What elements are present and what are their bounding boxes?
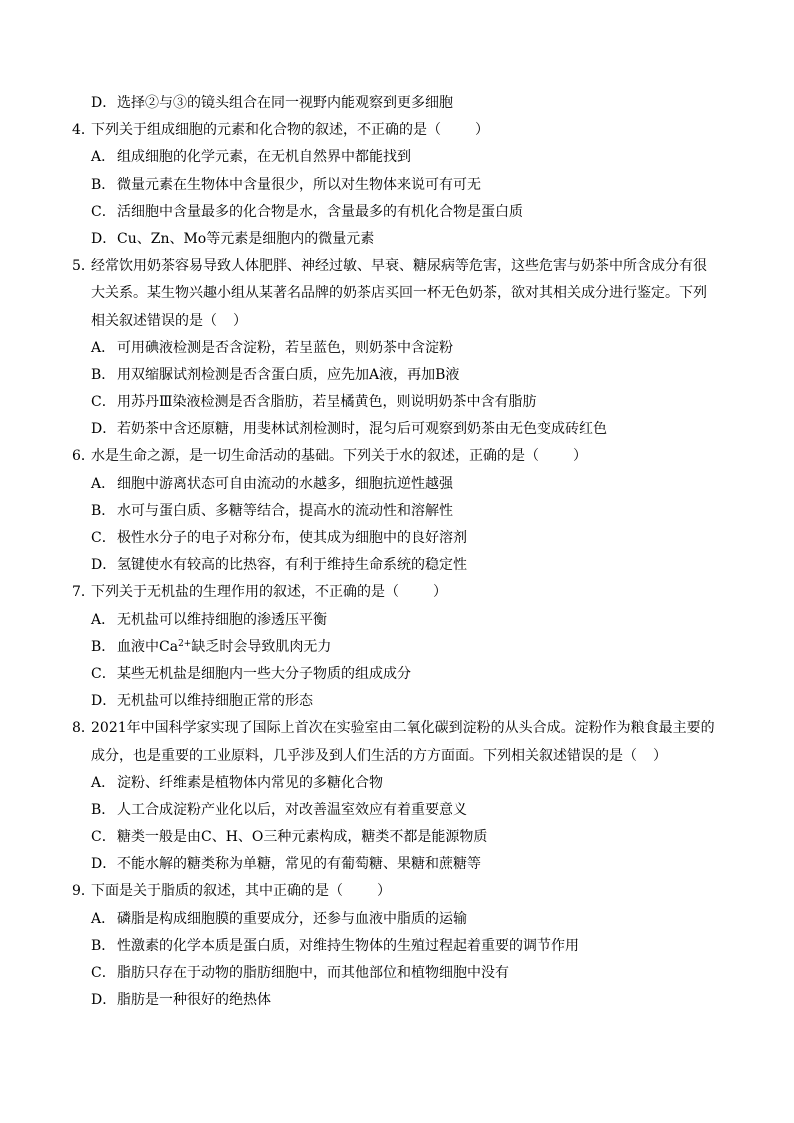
question-stem: 下面是关于脂质的叙述，其中正确的是（	[91, 883, 343, 900]
question-stem: 大关系。某生物兴趣小组从某著名品牌的奶茶店买回一杯无色奶茶，欲对其相关成分进行鉴定。下列	[91, 285, 707, 302]
option-6d	[72, 552, 722, 579]
option-text: 细胞中游离状态可自由流动的水越多，细胞抗逆性越强	[117, 475, 453, 492]
question-stem: 下列关于无机盐的生理作用的叙述，不正确的是（	[91, 584, 399, 601]
question-stem: 2021年中国科学家实现了国际上首次在实验室由二氧化碳到淀粉的从头合成。淀粉作为粮食最主要的	[91, 720, 715, 737]
option-5a	[72, 335, 722, 362]
option-text: 用苏丹Ⅲ染液检测是否含脂肪，若呈橘黄色，则说明奶茶中含有脂肪	[117, 394, 537, 411]
option-8c	[72, 824, 722, 851]
option-text: 可用碘液检测是否含淀粉，若呈蓝色，则奶茶中含淀粉	[117, 339, 453, 356]
option-text: 人工合成淀粉产业化以后，对改善温室效应有着重要意义	[117, 801, 467, 818]
option-6a	[72, 471, 722, 498]
question-number: 5．	[72, 258, 95, 275]
option-text: 脂肪是一种很好的绝热体	[117, 992, 271, 1009]
option-text: 选择②与③的镜头组合在同一视野内能观察到更多细胞	[117, 95, 453, 111]
question-stem: 相关叙述错误的是（	[91, 312, 217, 329]
option-letter: B．	[91, 801, 116, 818]
option-letter: A．	[91, 475, 116, 492]
option-letter: B．	[91, 638, 116, 655]
option-5b	[72, 362, 722, 389]
question-number: 8．	[72, 720, 95, 737]
option-4d	[72, 226, 722, 253]
option-5d	[72, 416, 722, 443]
question-list	[72, 90, 722, 1014]
question-stem: 经常饮用奶茶容易导致人体肥胖、神经过敏、早衰、糖尿病等危害，这些危害与奶茶中所含成分有很	[91, 258, 707, 275]
option-3d	[72, 90, 722, 117]
option-9d	[72, 987, 722, 1014]
ion-charge-superscript: 2+	[178, 638, 192, 649]
option-6c	[72, 525, 722, 552]
option-text: 脂肪只存在于动物的脂肪细胞中，而其他部位和植物细胞中没有	[117, 965, 509, 981]
option-text-after: 缺乏时会导致肌肉无力	[191, 638, 332, 655]
question-number: 7．	[72, 584, 95, 601]
option-text: 水可与蛋白质、多糖等结合，提高水的流动性和溶解性	[117, 502, 453, 519]
option-letter: C．	[91, 203, 116, 220]
question-stem: 成分，也是重要的工业原料，几乎涉及到人们生活的方方面面。下列相关叙述错误的是（	[91, 747, 637, 764]
option-4c	[72, 199, 722, 226]
question-4-stem	[72, 117, 722, 144]
option-text-before: 血液中Ca	[117, 638, 179, 655]
question-5-stem-line-3	[72, 308, 722, 335]
option-letter: D．	[91, 421, 117, 438]
option-text: 活细胞中含量最多的化合物是水，含量最多的有机化合物是蛋白质	[117, 203, 523, 220]
option-9a	[72, 906, 722, 933]
stem-end: ）	[475, 122, 489, 139]
option-7d	[72, 688, 722, 715]
option-letter: D．	[91, 557, 117, 574]
option-text: 组成细胞的化学元素，在无机自然界中都能找到	[117, 149, 411, 166]
option-4b	[72, 172, 722, 199]
question-8-stem-line-1	[72, 715, 722, 742]
option-letter: B．	[91, 176, 116, 193]
option-text: 氢键使水有较高的比热容，有利于维持生命系统的稳定性	[117, 557, 467, 574]
option-7a	[72, 607, 722, 634]
option-letter: D．	[91, 693, 117, 710]
option-text: 极性水分子的电子对称分布，使其成为细胞中的良好溶剂	[117, 530, 467, 546]
option-letter: A．	[91, 774, 116, 791]
question-5-stem-line-1	[72, 253, 722, 280]
option-text: 微量元素在生物体中含量很少，所以对生物体来说可有可无	[117, 176, 481, 193]
option-9c	[72, 960, 722, 987]
option-4a	[72, 144, 722, 171]
option-text: 糖类一般是由C、H、O三种元素构成，糖类不都是能源物质	[117, 829, 488, 846]
question-6-stem	[72, 443, 722, 470]
option-letter: A．	[91, 149, 116, 166]
question-5-stem-line-2	[72, 280, 722, 307]
option-text: 性激素的化学本质是蛋白质，对维持生物体的生殖过程起着重要的调节作用	[117, 937, 579, 954]
option-letter: A．	[91, 339, 116, 356]
question-9-stem	[72, 878, 722, 905]
option-letter: B．	[91, 937, 116, 954]
option-letter: D．	[91, 856, 117, 873]
stem-end: ）	[433, 584, 447, 601]
question-number: 4．	[72, 122, 95, 139]
option-letter: D．	[91, 230, 117, 247]
option-letter: A．	[91, 611, 116, 628]
option-text: 不能水解的糖类称为单糖，常见的有葡萄糖、果糖和蔗糖等	[117, 856, 481, 873]
question-number: 6．	[72, 448, 95, 465]
option-letter: B．	[91, 366, 116, 383]
option-text: 无机盐可以维持细胞正常的形态	[117, 693, 313, 710]
option-letter: C．	[91, 829, 116, 846]
option-letter: D．	[91, 95, 117, 111]
option-text: Cu、Zn、Mo等元素是细胞内的微量元素	[117, 230, 375, 247]
option-text: 淀粉、纤维素是植物体内常见的多糖化合物	[117, 774, 383, 791]
option-7c	[72, 661, 722, 688]
question-stem: 下列关于组成细胞的元素和化合物的叙述，不正确的是（	[91, 122, 441, 139]
option-letter: A．	[91, 910, 116, 927]
option-5c	[72, 389, 722, 416]
option-8a	[72, 770, 722, 797]
stem-end: ）	[653, 747, 667, 764]
option-text: 磷脂是构成细胞膜的重要成分，还参与血液中脂质的运输	[117, 910, 467, 927]
stem-end: ）	[377, 883, 391, 900]
question-stem: 水是生命之源，是一切生命活动的基础。下列关于水的叙述，正确的是（	[91, 448, 539, 465]
option-9b	[72, 933, 722, 960]
option-letter: C．	[91, 665, 116, 682]
question-8-stem-line-2	[72, 743, 722, 770]
option-8d	[72, 851, 722, 878]
option-text: 用双缩脲试剂检测是否含蛋白质，应先加A液，再加B液	[117, 366, 460, 383]
option-6b	[72, 498, 722, 525]
option-letter: B．	[91, 502, 116, 519]
option-text: 某些无机盐是细胞内一些大分子物质的组成成分	[117, 665, 411, 682]
question-7-stem	[72, 579, 722, 606]
stem-end: ）	[573, 448, 587, 465]
option-letter: C．	[91, 394, 116, 411]
option-text: 若奶茶中含还原糖，用斐林试剂检测时，混匀后可观察到奶茶由无色变成砖红色	[117, 421, 607, 438]
option-letter: D．	[91, 992, 117, 1009]
option-letter: C．	[91, 530, 116, 546]
option-letter: C．	[91, 965, 116, 981]
option-text: 无机盐可以维持细胞的渗透压平衡	[117, 611, 327, 628]
stem-end: ）	[233, 312, 247, 329]
option-7b	[72, 634, 722, 661]
question-number: 9．	[72, 883, 95, 900]
option-8b	[72, 797, 722, 824]
